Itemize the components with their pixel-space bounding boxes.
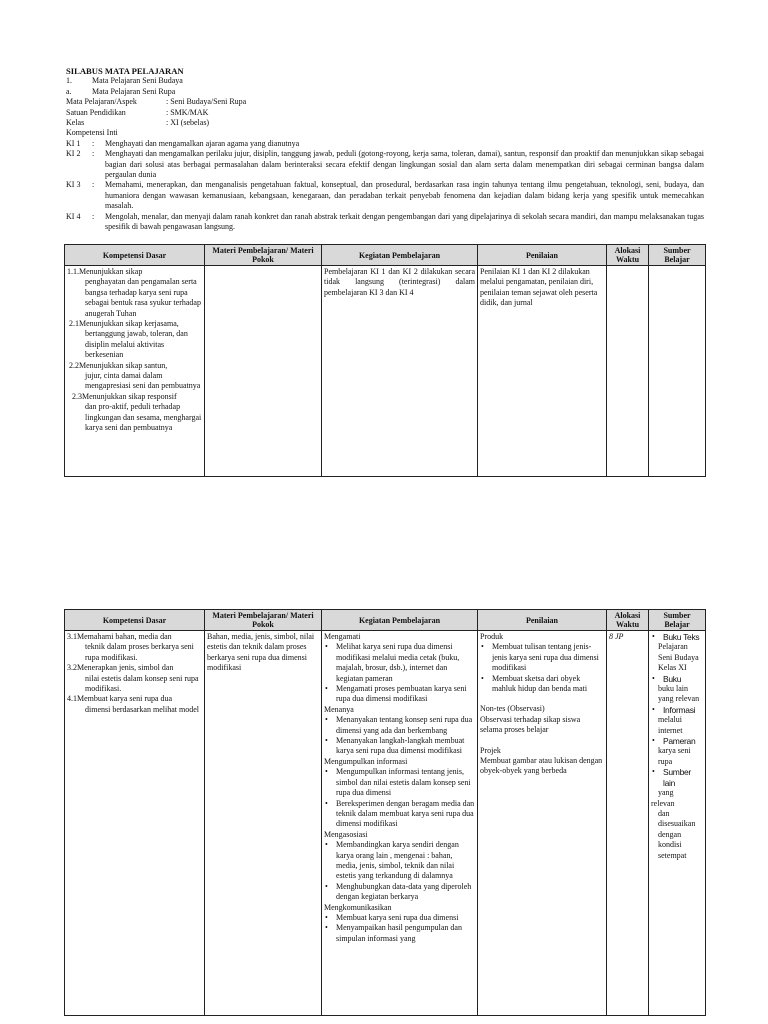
kegiatan-heading: Menanya xyxy=(324,704,354,714)
kegiatan-cell xyxy=(322,631,478,1016)
kegiatan-heading: Mengkomunikasikan xyxy=(324,902,392,912)
kd-entry: 2.1 Menunjukkan sikap kerjasama, bertanggung jawab, toleran, dan disiplin melalui aktivitas berkesenian xyxy=(69,319,188,360)
kegiatan-heading: Mengamati xyxy=(324,632,361,641)
col-sumber: Sumber Belajar xyxy=(649,610,706,631)
sumber-cell: • Buku Teks Pelajaran Seni Budaya Kelas XI • Buku buku lain yang relevan • Informasi melalui internet • Pameran karya seni rupa • Sumber lain yang relevan dan disesuaikan dengan kondisi setempat xyxy=(649,631,706,1016)
projek-text: Membuat gambar atau lukisan dengan obyek-obyek yang berbeda xyxy=(480,756,603,776)
alokasi-cell xyxy=(607,266,649,477)
field-row: Mata Pelajaran/Aspek : Seni Budaya/Seni Rupa xyxy=(66,97,247,107)
list-item: • Membuat karya seni rupa dua dimensi xyxy=(325,912,459,922)
kd-entry: 1.1. Menunjukkan sikap penghayatan dan pengamalan serta bangsa terhadap karya seni rupa sebagai bentuk rasa syukur terhadap anugerah Tuhan xyxy=(67,267,201,318)
col-penilaian: Penilaian xyxy=(478,610,607,631)
kd-cell xyxy=(65,631,205,1016)
produk-heading: Produk xyxy=(480,632,504,641)
penilaian-cell xyxy=(478,631,607,1016)
list-item: • Membandingkan karya sendiri dengan karya orang lain , mengenai : bahan, media, jenis, simbol, teknik dan nilai estetis yang terkandung di dalamnya xyxy=(325,840,459,881)
document-header xyxy=(66,66,704,233)
list-item: • Menanyakan tentang konsep seni rupa dua dimensi yang ada dan berkembang xyxy=(325,715,473,735)
col-alokasi: Alokasi Waktu xyxy=(607,245,649,266)
list-item: • Sumber lain xyxy=(652,767,691,788)
list-item: • Mengamati proses pembuatan karya seni rupa dua dimensi modifikasi xyxy=(325,684,467,704)
ki-row: KI 3 : Memahami, menerapkan, dan menganalisis pengetahuan faktual, konseptual, dan prosedural, berdasarkan rasa ingin tahunya tentang ilmu pengetahuan, teknologi, seni, budaya, dan humaniora dengan wawasan kemanusiaan, kebangsaan, kenegaraan, dan peradaban terkait penyebab fenomena dan kejadian dalam bidang kerja yang spesifik untuk memecahkan masalah. xyxy=(66,180,704,211)
ki-row: KI 1 : Menghayati dan mengamalkan ajaran agama yang dianutnya xyxy=(66,138,300,148)
syllabus-table-knowledge xyxy=(64,609,706,1016)
ki-row: KI 2 : Menghayati dan mengamalkan perilaku jujur, disiplin, tanggung jawab, peduli (gotong-royong, kerja sama, toleran, damai), santun, responsif dan proaktif dan menunjukkan sikap sebagai bagian dari solusi atas berbagai permasalahan dalam berinteraksi secara efektif dengan lingkungan sosial dan alam serta dalam menempatkan diri sebagai cerminan bangsa dalam pergaulan dunia xyxy=(66,149,704,180)
list-item: • Menyampaikan hasil pengumpulan dan simpulan informasi yang xyxy=(325,923,462,943)
kegiatan-heading: Mengasosiasi xyxy=(324,829,368,839)
kd-entry: 4.1 Membuat karya seni rupa dua dimensi berdasarkan melihat model xyxy=(67,694,199,714)
table-header-row xyxy=(65,610,706,631)
kd-entry: 3.2 Menerapkan jenis, simbol dan nilai estetis dalam konsep seni rupa modifikasi. xyxy=(67,663,199,694)
col-kegiatan: Kegiatan Pembelajaran xyxy=(322,610,478,631)
kd-entry: 3.1 Memahami bahan, media dan teknik dalam proses berkarya seni rupa modifikasi. xyxy=(67,632,194,662)
projek-heading: Projek xyxy=(480,745,501,755)
kd-cell xyxy=(65,266,205,477)
kd-entry: 2.3 Menunjukkan sikap responsif dan pro-aktif, peduli terhadap lingkungan dan sesama, menghargai karya seni dan pembuatnya xyxy=(72,391,202,433)
list-item: • Buku xyxy=(652,673,682,684)
alokasi-cell: 8 JP xyxy=(607,631,649,1016)
col-penilaian: Penilaian xyxy=(478,245,607,266)
col-kegiatan: Kegiatan Pembelajaran xyxy=(322,245,478,266)
list-item: • Bereksperimen dengan beragam media dan teknik dalam membuat karya seni rupa dua dimensi modifikasi xyxy=(325,798,475,829)
list-item: • Pameran xyxy=(652,736,696,747)
ki-row: KI 4 : Mengolah, menalar, dan menyaji dalam ranah konkret dan ranah abstrak terkait dengan pengembangan dari yang dipelajarinya di sekolah secara mandiri, dan mampu melaksanakan tugas spesifik di bawah pengawasan langsung. xyxy=(66,211,704,232)
subject-line: 1. Mata Pelajaran Seni Budaya xyxy=(66,76,183,86)
document-title: SILABUS MATA PELAJARAN xyxy=(66,66,184,76)
field-row: Kelas : XI (sebelas) xyxy=(66,118,210,128)
list-item: • Melihat karya seni rupa dua dimensi modifikasi melalui media cetak (buku, majalah, brosur, dsb.), internet dan kegiatan pameran xyxy=(325,642,460,683)
ki-heading: Kompetensi Inti xyxy=(66,128,118,138)
col-kd: Kompetensi Dasar xyxy=(65,610,205,631)
list-item: • Menghubungkan data-data yang diperoleh dengan kegiatan berkarya xyxy=(325,881,472,902)
list-item: • Buku Teks xyxy=(652,632,700,642)
table-row xyxy=(65,266,706,477)
penilaian-cell: Penilaian KI 1 dan KI 2 dilakukan melalui pengamatan, penilaian diri, penilaian teman sejawat oleh peserta didik, dan jurnal xyxy=(478,266,607,477)
col-materi: Materi Pembelajaran/ Materi Pokok xyxy=(205,245,322,266)
aspect-line: a. Mata Pelajaran Seni Rupa xyxy=(66,86,176,96)
kegiatan-cell: Pembelajaran KI 1 dan KI 2 dilakukan secara tidak langsung (terintegrasi) dalam pembelajaran KI 3 dan KI 4 xyxy=(322,266,478,477)
col-materi: Materi Pembelajaran/ Materi Pokok xyxy=(205,610,322,631)
kd-entry: 2.2 Menunjukkan sikap santun, jujur, cinta damai dalam mengapresiasi seni dan pembuatnya xyxy=(69,360,201,391)
list-item: • Informasi xyxy=(652,704,696,715)
list-item: • Membuat sketsa dari obyek mahluk hidup dan benda mati xyxy=(481,673,588,694)
nontes-text: Observasi terhadap sikap siswa selama proses belajar xyxy=(480,714,581,735)
syllabus-table-attitude xyxy=(64,244,706,477)
kegiatan-heading: Mengumpulkan informasi xyxy=(324,756,408,766)
col-sumber: Sumber Belajar xyxy=(649,245,706,266)
col-kd: Kompetensi Dasar xyxy=(65,245,205,266)
table-header-row xyxy=(65,245,706,266)
list-item: • Membuat tulisan tentang jenis-jenis karya seni rupa dua dimensi modifikasi xyxy=(481,642,599,673)
col-alokasi: Alokasi Waktu xyxy=(607,610,649,631)
table-row xyxy=(65,631,706,1016)
list-item: • Mengumpulkan informasi tentang jenis, simbol dan nilai estetis dalam konsep seni rupa dua dimensi xyxy=(325,767,471,798)
materi-cell xyxy=(205,266,322,477)
sumber-cell xyxy=(649,266,706,477)
field-row: Satuan Pendidikan : SMK/MAK xyxy=(66,107,209,117)
materi-cell: Bahan, media, jenis, simbol, nilai estetis dan teknik dalam proses berkarya seni rupa dua dimensi modifikasi xyxy=(205,631,322,1016)
list-item: • Menanyakan langkah-langkah membuat karya seni rupa dua dimensi modifikasi xyxy=(325,736,465,756)
nontes-heading: Non-tes (Observasi) xyxy=(480,704,545,714)
